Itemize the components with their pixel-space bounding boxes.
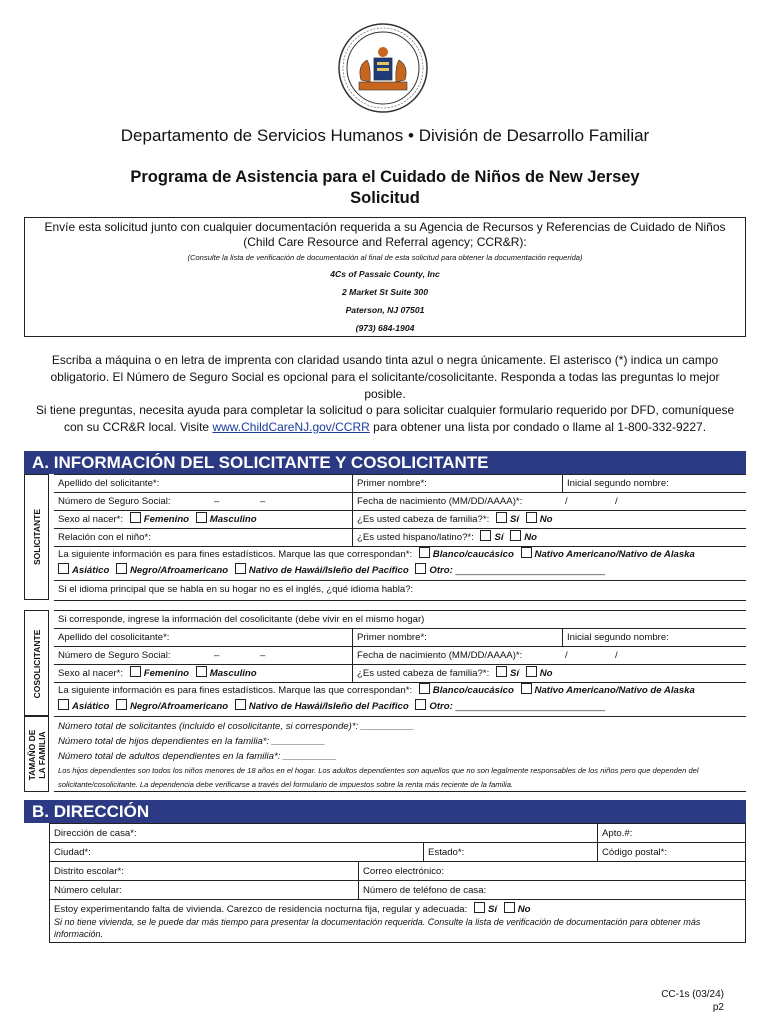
co-other-race-checkbox[interactable] <box>415 699 426 710</box>
homeless-no-label: No <box>517 904 531 915</box>
family-side-label <box>24 716 49 792</box>
program-name: Programa de Asistencia para el Cuidado de Niños de New Jersey <box>130 168 640 186</box>
hispanic-field <box>352 529 746 546</box>
co-male-checkbox[interactable] <box>196 666 207 677</box>
applicant-head-field <box>352 511 746 528</box>
total-adults-field[interactable]: Número total de adultos dependientes en la familia*: __________ <box>58 751 337 762</box>
agency-street: 2 Market St Suite 300 <box>342 287 428 297</box>
white-checkbox[interactable] <box>419 547 430 558</box>
family-vertical-line-2: LA FAMILIA <box>37 731 47 779</box>
homeless-question <box>54 902 741 916</box>
department-title: Departamento de Servicios Humanos • División de Desarrollo Familiar <box>120 126 650 145</box>
homeless-no-checkbox[interactable] <box>504 902 515 913</box>
checklist-note: (Consulte la lista de verificación de documentación al final de esta solicitud para obtener la documentación requerida) <box>187 253 583 262</box>
male-checkbox[interactable] <box>196 512 207 523</box>
co-ssn-dash-1: – <box>214 650 220 661</box>
family-size-block <box>54 716 746 792</box>
program-title <box>0 167 770 209</box>
applicant-ssn-row <box>54 493 746 511</box>
other-race-label: Otro: <box>429 565 453 576</box>
family-vertical-text <box>27 721 47 789</box>
co-female-checkbox[interactable] <box>130 666 141 677</box>
school-district-field[interactable]: Distrito escolar*: <box>54 866 124 877</box>
coapplicant-ssn-field[interactable] <box>54 647 352 664</box>
applicant-grid <box>54 474 746 600</box>
sex-label: Sexo al nacer*: <box>58 514 124 525</box>
co-native-american-label: Nativo Americano/Nativo de Alaska <box>534 685 695 696</box>
coapplicant-intro: Si corresponde, ingrese la información del cosolicitante (debe vivir en el mismo hogar) <box>58 614 425 625</box>
hispanic-yes-checkbox[interactable] <box>480 530 491 541</box>
city-field[interactable]: Ciudad*: <box>54 847 91 858</box>
ssn-label: Número de Seguro Social: <box>58 496 171 507</box>
white-label: Blanco/caucásico <box>432 549 514 560</box>
coapplicant-race-row <box>54 683 746 717</box>
co-sex-label: Sexo al nacer*: <box>58 668 124 679</box>
co-native-american-checkbox[interactable] <box>521 683 532 694</box>
co-dob-label: Fecha de nacimiento (MM/DD/AAAA)*: <box>357 650 523 661</box>
agency-city: Paterson, NJ 07501 <box>345 305 425 315</box>
head-yes-label: Sí <box>509 514 520 525</box>
co-stats-label: La siguiente información es para fines estadísticos. Marque las que correspondan*: <box>58 685 413 696</box>
co-ssn-dash-2: – <box>260 650 266 661</box>
dependents-note: Los hijos dependientes son todos los niños menores de 18 años en el hogar. Los adultos dependientes son aquellos que no son legalmente responsables de los niños pero que dependen del solicitante/cosolicitante. La dependencia debe verificarse a través del formulario de impuestos sobre la renta más reciente de la familia. <box>58 766 699 789</box>
asian-label: Asiático <box>72 565 110 576</box>
co-pacific-islander-label: Nativo de Hawái/Isleño del Pacífico <box>248 701 409 712</box>
co-dob-slash-1: / <box>565 650 568 661</box>
seal-icon <box>337 22 429 114</box>
black-label: Negro/Afroamericano <box>130 565 229 576</box>
family-vertical-line-1: TAMAÑO DE <box>27 729 37 781</box>
zip-field[interactable]: Código postal*: <box>597 843 745 861</box>
homeless-yes-label: Sí <box>487 904 498 915</box>
total-children-field[interactable]: Número total de hijos dependientes en la familia*: __________ <box>58 736 326 747</box>
applicant-relation-row <box>54 529 746 547</box>
applicant-race-row <box>54 547 746 581</box>
state-field[interactable]: Estado*: <box>423 843 597 861</box>
help-instructions <box>0 402 770 436</box>
homeless-yes-checkbox[interactable] <box>474 902 485 913</box>
language-row <box>54 581 746 601</box>
stats-label: La siguiente información es para fines estadísticos. Marque las que correspondan*: <box>58 549 413 560</box>
co-pacific-islander-checkbox[interactable] <box>235 699 246 710</box>
co-white-label: Blanco/caucásico <box>432 685 514 696</box>
language-field[interactable]: Si el idioma principal que se habla en su hogar no es el inglés, ¿qué idioma habla?: <box>58 584 414 595</box>
applicant-first-name-field[interactable]: Primer nombre*: <box>352 475 562 492</box>
co-other-race-label: Otro: <box>429 701 453 712</box>
district-row <box>50 862 745 881</box>
co-head-no-label: No <box>539 668 553 679</box>
coapplicant-dob-field[interactable] <box>352 647 746 664</box>
co-head-yes-checkbox[interactable] <box>496 666 507 677</box>
coapplicant-last-name-field[interactable]: Apellido del cosolicitante*: <box>58 632 170 643</box>
hispanic-no-checkbox[interactable] <box>510 530 521 541</box>
applicant-name-row <box>54 475 746 493</box>
form-title: Solicitud <box>350 189 420 207</box>
applicant-last-name-field[interactable]: Apellido del solicitante*: <box>58 478 160 489</box>
email-field[interactable]: Correo electrónico: <box>358 862 745 880</box>
coapplicant-head-field <box>352 665 746 682</box>
address-grid <box>49 823 746 943</box>
home-address-field[interactable]: Dirección de casa*: <box>54 828 137 839</box>
home-phone-field[interactable]: Número de teléfono de casa: <box>358 881 745 899</box>
agency-name: 4Cs of Passaic County, Inc <box>330 269 440 279</box>
head-yes-checkbox[interactable] <box>496 512 507 523</box>
co-head-no-checkbox[interactable] <box>526 666 537 677</box>
black-checkbox[interactable] <box>116 563 127 574</box>
print-instructions: Escriba a máquina o en letra de imprenta con claridad usando tinta azul o negra únicamente. El asterisco (*) indica un campo obligatorio. El Número de Seguro Social es opcional para el solicitante/cosolicitante. Responda a todas las preguntas lo mejor posible. <box>50 353 720 401</box>
head-label: ¿Es usted cabeza de familia?*: <box>357 514 490 525</box>
relation-field[interactable]: Relación con el niño*: <box>58 532 151 543</box>
home-address-row <box>50 824 745 843</box>
co-ssn-label: Número de Seguro Social: <box>58 650 171 661</box>
dob-slash-1: / <box>565 496 568 507</box>
help-text-before: Si tiene preguntas, necesita ayuda para completar la solicitud o para solicitar cualquier formulario requerido por DFD, comuníquese con su CCR&R local. Visite <box>35 403 735 434</box>
pacific-islander-label: Nativo de Hawái/Isleño del Pacífico <box>248 565 409 576</box>
asian-checkbox[interactable] <box>58 563 69 574</box>
ccrr-link[interactable]: www.ChildCareNJ.gov/CCRR <box>212 420 370 434</box>
submit-intro: Envíe esta solicitud junto con cualquier documentación requerida a su Agencia de Recursos y Referencias de Cuidado de Niños (Child Care Resource and Referral agency; CCR&R): <box>44 220 726 249</box>
nj-state-seal <box>337 22 429 114</box>
co-asian-checkbox[interactable] <box>58 699 69 710</box>
head-no-label: No <box>539 514 553 525</box>
race-line-2 <box>58 563 746 579</box>
co-black-label: Negro/Afroamericano <box>130 701 229 712</box>
head-no-checkbox[interactable] <box>526 512 537 523</box>
co-female-label: Femenino <box>143 668 190 679</box>
homelessness-block <box>50 900 745 944</box>
homeless-note: Si no tiene vivienda, se le puede dar más tiempo para presentar la documentación requerida. Consulte la lista de verificación de documentación para obtener más información. <box>54 917 701 939</box>
dob-label: Fecha de nacimiento (MM/DD/AAAA)*: <box>357 496 523 507</box>
agency-phone: (973) 684-1904 <box>355 323 415 333</box>
submit-instructions-box <box>24 217 746 337</box>
other-race-line[interactable]: ____________________________ <box>455 565 605 576</box>
co-male-label: Masculino <box>209 668 257 679</box>
coapplicant-grid <box>54 610 746 716</box>
male-label: Masculino <box>209 514 257 525</box>
applicant-middle-initial-field[interactable]: Inicial segundo nombre: <box>562 475 746 492</box>
hispanic-no-label: No <box>524 532 538 543</box>
form-code: CC-1s (03/24) <box>661 989 724 1000</box>
female-checkbox[interactable] <box>130 512 141 523</box>
ssn-dash-2: – <box>260 496 266 507</box>
phone-row <box>50 881 745 900</box>
section-a-header: A. INFORMACIÓN DEL SOLICITANTE Y COSOLICITANTE <box>24 451 746 474</box>
applicant-race-field <box>54 547 746 580</box>
applicant-vertical-text: SOLICITANTE <box>32 508 42 566</box>
coapplicant-ssn-row <box>54 647 746 665</box>
section-b-header: B. DIRECCIÓN <box>24 800 746 823</box>
co-race-line-1 <box>58 683 746 699</box>
co-other-race-line[interactable]: ____________________________ <box>455 701 605 712</box>
co-head-label: ¿Es usted cabeza de familia?*: <box>357 668 490 679</box>
coapplicant-side-label <box>24 610 49 716</box>
hispanic-label: ¿Es usted hispano/latino?*: <box>357 532 474 543</box>
pacific-islander-checkbox[interactable] <box>235 563 246 574</box>
dob-slash-2: / <box>615 496 618 507</box>
coapplicant-middle-initial-field[interactable]: Inicial segundo nombre: <box>562 629 746 646</box>
co-head-yes-label: Sí <box>509 668 520 679</box>
coapplicant-intro-row <box>54 611 746 629</box>
other-race-checkbox[interactable] <box>415 563 426 574</box>
co-dob-slash-2: / <box>615 650 618 661</box>
agency-address <box>25 265 745 337</box>
homeless-label: Estoy experimentando falta de vivienda. Carezco de residencia nocturna fija, regular y adecuada: <box>54 904 468 915</box>
applicant-side-label <box>24 474 49 600</box>
race-line-1 <box>58 547 746 563</box>
co-white-checkbox[interactable] <box>419 683 430 694</box>
help-text-after: para obtener una lista por condado o llame al 1-800-332-9227. <box>369 420 707 434</box>
cell-phone-field[interactable]: Número celular: <box>54 885 122 896</box>
ssn-dash-1: – <box>214 496 220 507</box>
applicant-sex-field <box>54 511 352 528</box>
coapplicant-sex-row <box>54 665 746 683</box>
co-race-line-2 <box>58 699 746 715</box>
co-black-checkbox[interactable] <box>116 699 127 710</box>
applicant-sex-row <box>54 511 746 529</box>
native-american-checkbox[interactable] <box>521 547 532 558</box>
co-asian-label: Asiático <box>72 701 110 712</box>
native-american-label: Nativo Americano/Nativo de Alaska <box>534 549 695 560</box>
coapplicant-race-field <box>54 683 746 716</box>
total-applicants-field[interactable]: Número total de solicitantes (incluido el cosolicitante, si corresponde)*: __________ <box>58 721 415 732</box>
city-row <box>50 843 745 862</box>
coapplicant-vertical-text: COSOLICITANTE <box>32 629 42 699</box>
coapplicant-name-row <box>54 629 746 647</box>
page-footer <box>661 988 724 1014</box>
female-label: Femenino <box>143 514 190 525</box>
coapplicant-first-name-field[interactable]: Primer nombre*: <box>352 629 562 646</box>
apartment-field[interactable]: Apto.#: <box>597 824 745 842</box>
page-number: p2 <box>712 1002 724 1013</box>
applicant-ssn-field[interactable] <box>54 493 352 510</box>
coapplicant-sex-field <box>54 665 352 682</box>
applicant-dob-field[interactable] <box>352 493 746 510</box>
hispanic-yes-label: Sí <box>494 532 504 543</box>
